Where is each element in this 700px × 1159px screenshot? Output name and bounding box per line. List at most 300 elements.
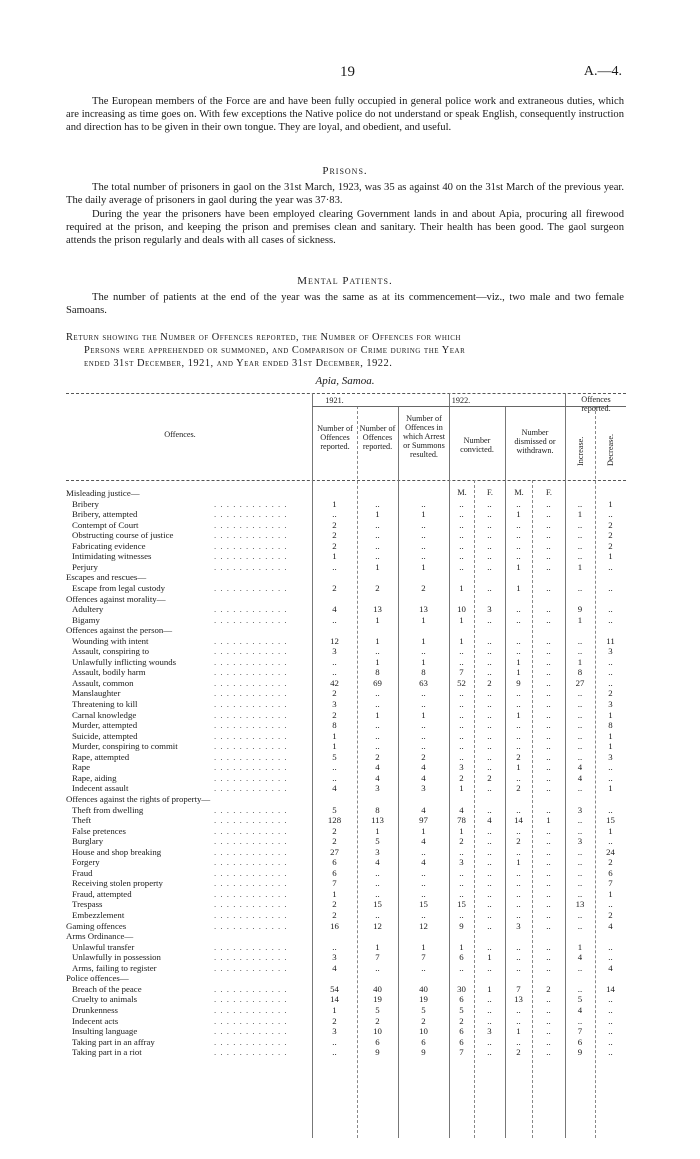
arrest-summons-cell: .. <box>421 888 426 899</box>
reported-1921-cell: 3 <box>332 952 337 963</box>
decrease-cell: 1 <box>608 709 613 720</box>
convicted-male-cell: 30 <box>457 983 466 994</box>
reported-1921-cell: 2 <box>332 825 337 836</box>
convicted-female-cell: .. <box>487 498 492 509</box>
offences-column-header: Offences. <box>164 430 196 439</box>
offence-label: Embezzlement <box>72 910 125 920</box>
convicted-female-cell: .. <box>487 720 492 731</box>
decrease-cell: 2 <box>608 540 613 551</box>
increase-cell: .. <box>577 688 583 699</box>
reported-1922-cell: 1 <box>375 656 380 667</box>
increase-cell: 3 <box>577 804 583 815</box>
table-row <box>66 952 626 962</box>
table-row <box>66 688 626 698</box>
decrease-cell: 1 <box>608 730 613 741</box>
convicted-male-cell: .. <box>459 709 464 720</box>
arrest-summons-header: Number of Offences in which Arrest or Summons resulted. <box>402 414 446 459</box>
convicted-female-cell: .. <box>487 994 492 1005</box>
convicted-female-cell: .. <box>487 762 492 773</box>
leader-dots: . . . . . . . . . . . . <box>214 1026 288 1037</box>
convicted-female-cell: .. <box>487 857 492 868</box>
reported-1922-cell: 1 <box>375 509 380 520</box>
dismissed-male-cell: .. <box>516 952 521 963</box>
page-number: 19 <box>340 64 355 80</box>
convicted-male-cell: 5 <box>459 1004 464 1015</box>
convicted-female-cell: .. <box>487 561 492 572</box>
dismissed-female-cell: .. <box>546 1004 551 1015</box>
convicted-female-cell: .. <box>487 878 492 889</box>
convicted-male-cell: 1 <box>459 825 464 836</box>
dismissed-female-cell: .. <box>546 646 551 657</box>
offence-label: Carnal knowledge <box>72 709 137 720</box>
arrest-summons-cell: 1 <box>421 941 426 952</box>
decrease-cell: 1 <box>608 888 613 899</box>
page-header <box>92 64 622 80</box>
reported-1922-cell: 40 <box>373 983 382 994</box>
decrease-cell: .. <box>608 1036 613 1047</box>
offence-label: Misleading justice— <box>66 488 140 498</box>
convicted-male-cell: .. <box>459 888 464 899</box>
table-row <box>66 731 626 741</box>
reported-1921-cell: 7 <box>332 878 337 889</box>
dismissed-male-header: M. <box>514 488 524 497</box>
arrest-summons-cell: 1 <box>421 509 426 520</box>
table-row <box>66 1026 626 1036</box>
arrest-summons-cell: 63 <box>419 677 428 688</box>
dismissed-female-cell: .. <box>546 804 551 815</box>
convicted-female-cell: .. <box>487 551 492 562</box>
offence-label: Taking part in a riot <box>72 1047 142 1058</box>
leader-dots: . . . . . . . . . . . . <box>214 656 288 667</box>
arrest-summons-cell: 4 <box>421 836 426 847</box>
arrest-summons-cell: 12 <box>419 920 428 931</box>
leader-dots: . . . . . . . . . . . . <box>214 783 288 794</box>
convicted-male-header: M. <box>457 488 467 497</box>
decrease-cell: .. <box>608 899 613 910</box>
decrease-cell: 1 <box>608 825 613 836</box>
convicted-female-cell: .. <box>487 582 492 593</box>
dismissed-female-cell: 1 <box>546 815 551 826</box>
reported-1921-cell: 128 <box>327 815 342 826</box>
offence-label: Bribery <box>72 498 99 509</box>
dismissed-male-cell: 1 <box>516 857 521 868</box>
dismissed-female-cell: .. <box>546 846 551 857</box>
decrease-cell: 3 <box>608 751 613 762</box>
increase-cell: 4 <box>577 952 583 963</box>
reported-1921-cell: 6 <box>332 857 337 868</box>
offence-label: Theft from dwelling <box>72 804 144 815</box>
arrest-summons-cell: 1 <box>421 561 426 572</box>
offence-label: Offences against morality— <box>66 593 166 604</box>
convicted-male-cell: 6 <box>459 994 464 1005</box>
convicted-male-cell: .. <box>459 498 464 509</box>
reported-1922-cell: 8 <box>375 667 380 678</box>
decrease-cell: .. <box>608 804 613 815</box>
decrease-cell: .. <box>608 604 613 615</box>
table-row <box>66 815 626 825</box>
reported-1922-cell: 2 <box>375 1015 380 1026</box>
convicted-male-cell: 1 <box>459 635 464 646</box>
leader-dots: . . . . . . . . . . . . <box>214 540 288 551</box>
increase-cell: .. <box>577 720 583 731</box>
offence-label: False pretences <box>72 825 126 836</box>
dismissed-male-cell: .. <box>516 519 521 530</box>
dismissed-male-cell: .. <box>516 720 521 731</box>
arrest-summons-cell: 19 <box>419 994 428 1005</box>
dismissed-female-cell: .. <box>546 656 551 667</box>
leader-dots: . . . . . . . . . . . . <box>214 994 288 1005</box>
convicted-female-cell: .. <box>487 519 492 530</box>
reported-1921-cell: 2 <box>332 688 337 699</box>
arrest-summons-cell: 4 <box>421 804 426 815</box>
table-section-row <box>66 921 626 931</box>
dismissed-male-cell: .. <box>516 530 521 541</box>
dismissed-female-cell: .. <box>546 772 551 783</box>
arrest-summons-cell: 1 <box>421 709 426 720</box>
offence-label: Contempt of Court <box>72 519 139 530</box>
dismissed-female-cell: .. <box>546 1015 551 1026</box>
arrest-summons-cell: .. <box>421 962 426 973</box>
table-row <box>66 699 626 709</box>
table-row <box>66 984 626 994</box>
increase-cell: 1 <box>577 614 583 625</box>
leader-dots: . . . . . . . . . . . . <box>214 962 288 973</box>
arrest-summons-cell: .. <box>421 519 426 530</box>
leader-dots: . . . . . . . . . . . . <box>214 614 288 625</box>
convicted-male-cell: 4 <box>459 804 464 815</box>
dismissed-female-cell: .. <box>546 530 551 541</box>
convicted-male-cell: 52 <box>457 677 466 688</box>
reported-1921-cell: 14 <box>330 994 339 1005</box>
increase-cell: 9 <box>577 1047 583 1058</box>
leader-dots: . . . . . . . . . . . . <box>214 762 288 773</box>
reported-1921-cell: .. <box>332 1047 337 1058</box>
reported-1921-cell: 12 <box>330 635 339 646</box>
dismissed-female-cell: .. <box>546 720 551 731</box>
dismissed-male-cell: 7 <box>516 983 521 994</box>
reported-1921-cell: 2 <box>332 530 337 541</box>
leader-dots: . . . . . . . . . . . . <box>214 519 288 530</box>
arrest-summons-cell: .. <box>421 730 426 741</box>
dismissed-female-cell: .. <box>546 509 551 520</box>
arrest-summons-cell: 8 <box>421 667 426 678</box>
leader-dots: . . . . . . . . . . . . <box>214 677 288 688</box>
dismissed-male-cell: 2 <box>516 783 521 794</box>
arrest-summons-cell: 4 <box>421 857 426 868</box>
dismissed-male-cell: 1 <box>516 582 521 593</box>
leader-dots: . . . . . . . . . . . . <box>214 1015 288 1026</box>
table-row <box>66 646 626 656</box>
convicted-female-cell: .. <box>487 540 492 551</box>
convicted-male-cell: .. <box>459 730 464 741</box>
reported-1922-cell: 1 <box>375 614 380 625</box>
reported-1922-cell: .. <box>375 699 380 709</box>
convicted-female-header: F. <box>487 488 493 497</box>
decrease-cell: .. <box>608 509 613 520</box>
dismissed-male-cell: 1 <box>516 667 521 678</box>
arrest-summons-cell: 15 <box>419 899 428 910</box>
arrest-summons-cell: .. <box>421 498 426 509</box>
convicted-female-cell: .. <box>487 635 492 646</box>
dismissed-male-cell: 9 <box>516 677 521 688</box>
convicted-male-cell: 1 <box>459 941 464 952</box>
arrest-summons-cell: 9 <box>421 1047 426 1058</box>
reported-1921-cell: 27 <box>330 846 339 857</box>
dismissed-male-cell: .. <box>516 867 521 878</box>
offence-label: Receiving stolen property <box>72 878 163 889</box>
increase-cell: 1 <box>577 561 583 572</box>
reported-1921-cell: 2 <box>332 540 337 551</box>
offence-label: Suicide, attempted <box>72 730 138 741</box>
dismissed-female-cell: .. <box>546 920 551 931</box>
dismissed-male-cell: 1 <box>516 709 521 720</box>
offence-label: Assault, bodily harm <box>72 667 146 678</box>
arrest-summons-cell: 1 <box>421 614 426 625</box>
leader-dots: . . . . . . . . . . . . <box>214 551 288 562</box>
leader-dots: . . . . . . . . . . . . <box>214 804 288 815</box>
reported-1922-cell: 1 <box>375 635 380 646</box>
decrease-cell: 7 <box>608 878 613 889</box>
dismissed-male-cell: .. <box>516 772 521 783</box>
leader-dots: . . . . . . . . . . . . <box>214 709 288 720</box>
prisons-paragraph-2: During the year the prisoners have been employed clearing Government lands in and about Apia, procuring all firewood required at the prison, and keeping the prison and premises clean and sanitary. Their health has been good. The gaol surgeon attends the prison regularly and deals with all cases of sickness. <box>66 209 624 246</box>
offence-label: Perjury <box>72 561 98 572</box>
offence-label: Offences against the rights of property— <box>66 793 211 804</box>
reported-1922-cell: .. <box>375 741 380 752</box>
convicted-male-cell: 7 <box>459 1047 464 1058</box>
convicted-female-cell: .. <box>487 836 492 847</box>
reported-1921-cell: 8 <box>332 720 337 731</box>
convicted-female-cell: .. <box>487 709 492 720</box>
convicted-male-cell: 6 <box>459 1036 464 1047</box>
decrease-cell: .. <box>608 994 613 1005</box>
dismissed-female-cell: .. <box>546 604 551 615</box>
table-row <box>66 847 626 857</box>
reported-1922-cell: 19 <box>373 994 382 1005</box>
table-section-row <box>66 572 626 582</box>
convicted-male-cell: .. <box>459 910 464 920</box>
dismissed-female-cell: .. <box>546 952 551 963</box>
reported-1922-cell: .. <box>375 720 380 731</box>
decrease-cell: .. <box>608 952 613 963</box>
reported-1921-header: Number of Offences reported. <box>317 424 353 451</box>
reported-1921-cell: 1 <box>332 888 337 899</box>
offence-label: Escape from legal custody <box>72 582 166 593</box>
increase-cell: .. <box>577 846 583 857</box>
dismissed-female-cell: .. <box>546 836 551 847</box>
reported-1922-cell: .. <box>375 540 380 551</box>
dismissed-female-cell: .. <box>546 582 551 593</box>
leader-dots: . . . . . . . . . . . . <box>214 635 288 646</box>
offence-label: Indecent acts <box>72 1015 119 1026</box>
dismissed-male-cell: .. <box>516 1036 521 1047</box>
table-section-row <box>66 973 626 983</box>
arrest-summons-cell: 2 <box>421 1015 426 1026</box>
table-row <box>66 752 626 762</box>
convicted-male-cell: .. <box>459 519 464 530</box>
leader-dots: . . . . . . . . . . . . <box>214 983 288 994</box>
reported-1921-cell: 1 <box>332 498 337 509</box>
leader-dots: . . . . . . . . . . . . <box>214 561 288 572</box>
reported-1922-cell: .. <box>375 498 380 509</box>
reported-1921-cell: 4 <box>332 604 337 615</box>
table-section-row <box>66 594 626 604</box>
decrease-cell: 1 <box>608 783 613 794</box>
convicted-male-cell: 9 <box>459 920 464 931</box>
reported-1922-cell: 9 <box>375 1047 380 1058</box>
return-title-line-2: Persons were apprehended or summoned, and Comparison of Crime during the Year <box>84 345 466 356</box>
convicted-female-cell: .. <box>487 783 492 794</box>
reported-1921-cell: 2 <box>332 910 337 920</box>
dismissed-male-cell: .. <box>516 888 521 899</box>
dismissed-male-cell: .. <box>516 878 521 889</box>
reported-1922-header: Number of Offences reported. <box>359 424 396 451</box>
dismissed-female-cell: .. <box>546 751 551 762</box>
convicted-female-cell: .. <box>487 530 492 541</box>
decrease-cell: .. <box>608 941 613 952</box>
offences-reported-header: Offences reported. <box>581 395 611 413</box>
table-header-rule <box>66 480 626 481</box>
prisons-paragraph-1: The total number of prisoners in gaol on the 31st March, 1923, was 35 as against 40 on the 31st March of the previous year. The daily average of prisoners in gaol during the year was 37·83. <box>66 182 624 206</box>
convicted-female-cell: .. <box>487 825 492 836</box>
decrease-cell: 4 <box>608 962 613 973</box>
leader-dots: . . . . . . . . . . . . <box>214 899 288 910</box>
convicted-female-cell: .. <box>487 1036 492 1047</box>
offence-label: Burglary <box>72 836 104 847</box>
reported-1921-cell: .. <box>332 667 337 678</box>
reported-1921-cell: 1 <box>332 730 337 741</box>
convicted-male-cell: 1 <box>459 582 464 593</box>
offence-label: Unlawfully inflicting wounds <box>72 656 177 667</box>
convicted-male-cell: .. <box>459 509 464 520</box>
convicted-female-cell: .. <box>487 646 492 657</box>
reported-1921-cell: 5 <box>332 751 337 762</box>
convicted-male-cell: 7 <box>459 667 464 678</box>
increase-cell: .. <box>577 1015 583 1026</box>
convicted-female-cell: 2 <box>487 677 492 688</box>
convicted-female-cell: .. <box>487 667 492 678</box>
table-row <box>66 710 626 720</box>
offence-label: Forgery <box>72 857 100 868</box>
dismissed-male-cell: .. <box>516 741 521 752</box>
return-title <box>66 331 626 370</box>
increase-cell: .. <box>577 983 583 994</box>
dismissed-female-cell: .. <box>546 888 551 899</box>
convicted-male-cell: .. <box>459 540 464 551</box>
increase-cell: 4 <box>577 772 583 783</box>
convicted-male-cell: 2 <box>459 836 464 847</box>
decrease-cell: 1 <box>608 498 613 509</box>
table-row <box>66 604 626 614</box>
table-row <box>66 499 626 509</box>
increase-cell: 6 <box>577 1036 583 1047</box>
offence-label: Fraud, attempted <box>72 888 132 899</box>
arrest-summons-cell: .. <box>421 741 426 752</box>
leader-dots: . . . . . . . . . . . . <box>214 498 288 509</box>
increase-cell: .. <box>577 635 583 646</box>
convicted-female-cell: .. <box>487 688 492 699</box>
offence-label: Rape, attempted <box>72 751 130 762</box>
dismissed-male-cell: .. <box>516 910 521 920</box>
decrease-cell: .. <box>608 656 613 667</box>
dismissed-male-cell: .. <box>516 551 521 562</box>
leader-dots: . . . . . . . . . . . . <box>214 720 288 731</box>
offence-label: Police offences— <box>66 973 129 984</box>
table-row <box>66 530 626 540</box>
dismissed-female-cell: .. <box>546 635 551 646</box>
arrest-summons-cell: 97 <box>419 815 428 826</box>
table-row <box>66 562 626 572</box>
decrease-cell: .. <box>608 1026 613 1037</box>
convicted-male-cell: 10 <box>457 604 466 615</box>
offence-label: Rape, aiding <box>72 772 117 783</box>
dismissed-female-cell: .. <box>546 561 551 572</box>
increase-cell: .. <box>577 783 583 794</box>
dismissed-male-cell: .. <box>516 699 521 709</box>
table-row <box>66 551 626 561</box>
offence-label: Trespass <box>72 899 103 910</box>
dismissed-female-cell: .. <box>546 1026 551 1037</box>
convicted-female-cell: 3 <box>487 1026 492 1037</box>
increase-cell: .. <box>577 867 583 878</box>
offence-label: Assault, conspiring to <box>72 646 149 657</box>
table-section-row <box>66 488 626 498</box>
reported-1921-cell: 2 <box>332 709 337 720</box>
dismissed-female-cell: .. <box>546 519 551 530</box>
year-header-rule <box>312 406 565 407</box>
offence-label: Manslaughter <box>72 688 121 699</box>
convicted-female-cell: .. <box>487 846 492 857</box>
increase-cell: .. <box>577 530 583 541</box>
reported-1922-cell: 3 <box>375 783 380 794</box>
offence-label: Theft <box>72 815 92 826</box>
dismissed-female-cell: .. <box>546 540 551 551</box>
dismissed-male-cell: .. <box>516 941 521 952</box>
arrest-summons-cell: 4 <box>421 772 426 783</box>
arrest-summons-cell: .. <box>421 846 426 857</box>
dismissed-female-cell: .. <box>546 994 551 1005</box>
convicted-male-cell: 78 <box>457 815 466 826</box>
offence-label: Assault, common <box>72 677 134 688</box>
table-row <box>66 509 626 519</box>
offence-label: Unlawful transfer <box>72 941 135 952</box>
increase-cell: .. <box>577 815 583 826</box>
dismissed-female-cell: .. <box>546 699 551 709</box>
table-row <box>66 1047 626 1057</box>
offence-label: Murder, conspiring to commit <box>72 741 178 752</box>
offence-label: Insulting language <box>72 1026 138 1037</box>
decrease-cell: .. <box>608 1015 613 1026</box>
leader-dots: . . . . . . . . . . . . <box>214 582 288 593</box>
convicted-male-cell: .. <box>459 530 464 541</box>
convicted-female-cell: 1 <box>487 983 492 994</box>
reported-1921-cell: .. <box>332 656 337 667</box>
table-row <box>66 857 626 867</box>
convicted-male-cell: .. <box>459 561 464 572</box>
convicted-header: Number convicted. <box>460 436 494 454</box>
decrease-cell: 14 <box>606 983 615 994</box>
return-title-line-3: ended 31st December, 1921, and Year ended 31st December, 1922. <box>84 358 393 369</box>
arrest-summons-cell: 1 <box>421 635 426 646</box>
dismissed-male-cell: 2 <box>516 751 521 762</box>
offence-label: Escapes and rescues— <box>66 572 147 583</box>
decrease-header: Decrease. <box>606 433 615 466</box>
decrease-cell: 2 <box>608 910 613 920</box>
offence-label: Threatening to kill <box>72 699 138 709</box>
leader-dots: . . . . . . . . . . . . <box>214 952 288 963</box>
offence-label: Indecent assault <box>72 783 129 794</box>
reported-1922-cell: 6 <box>375 1036 380 1047</box>
